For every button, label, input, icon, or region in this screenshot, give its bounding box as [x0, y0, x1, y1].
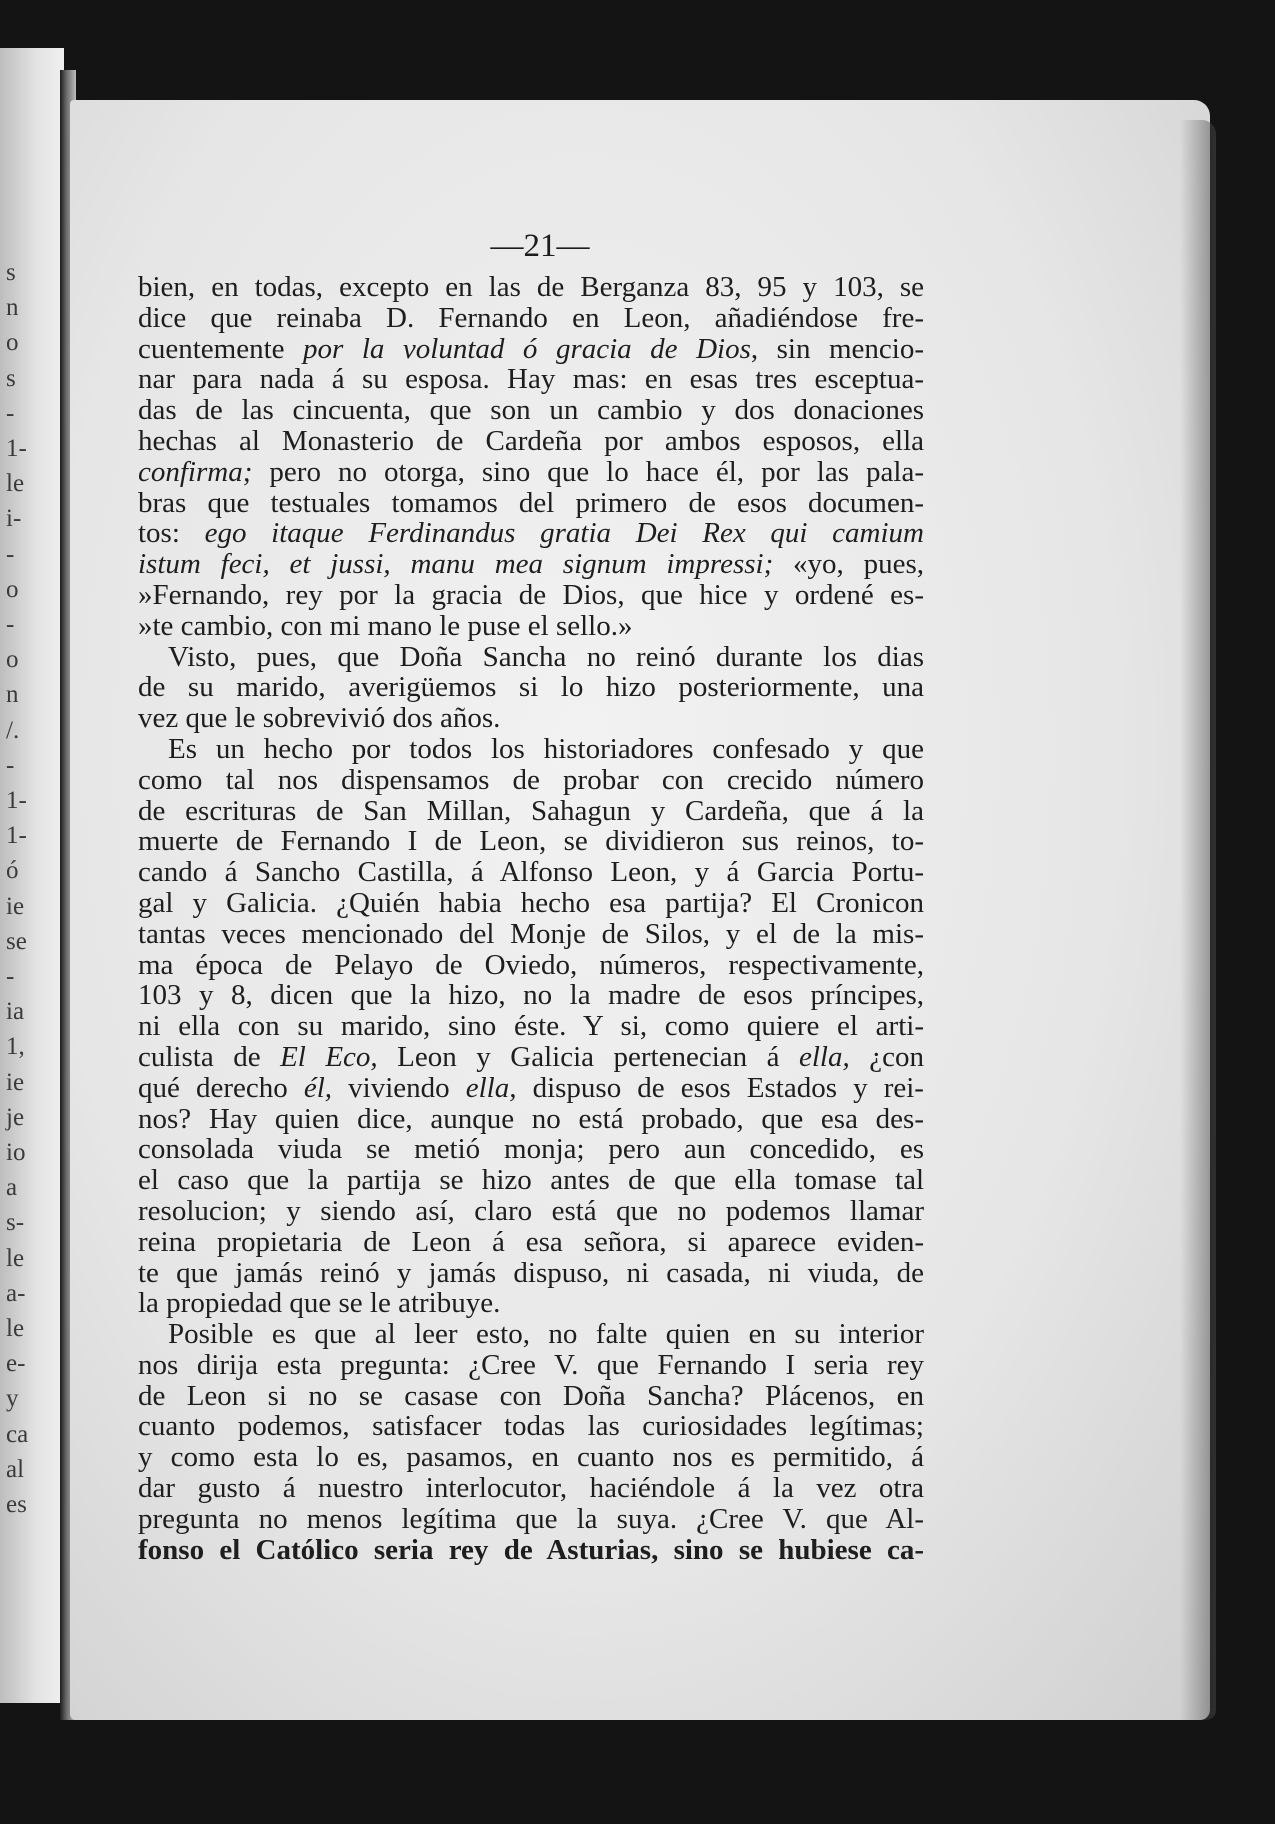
text-run: y como esta lo es, pasamos, en cuanto nos es permitido, á — [138, 1441, 924, 1474]
facing-page-fragment: al — [6, 1455, 25, 1483]
facing-page-fragment: 1- — [6, 787, 27, 814]
text-run: como tal nos dispensamos de probar con crecido número — [138, 763, 924, 796]
text-run: «yo, pues, — [773, 548, 924, 581]
text-run: tantas veces mencionado del Monje de Silos, y el de la mis- — [138, 917, 924, 950]
text-run: culista de — [138, 1040, 281, 1073]
text-run: pregunta no menos legítima que la suya. ¿Cree V. que Al- — [138, 1502, 924, 1535]
text-run: Visto, pues, que Doña Sancha no reinó durante los dias — [168, 640, 924, 673]
italic-run: él, — [303, 1071, 333, 1104]
text-run: »Fernando, rey por la gracia de Dios, que hice y ordené es- — [138, 578, 924, 611]
text-run: nos dirija esta pregunta: ¿Cree V. que Fernando I seria rey — [138, 1348, 924, 1381]
page-edge-shadow — [1180, 120, 1216, 1720]
text-line — [138, 457, 924, 488]
text-run: das de las cincuenta, que son un cambio y dos donaciones — [138, 394, 924, 427]
text-line — [138, 1350, 924, 1381]
paragraph — [138, 272, 924, 642]
text-line — [138, 1196, 924, 1227]
text-run: hechas al Monasterio de Cardeña por ambos esposos, ella — [138, 424, 924, 457]
text-line — [138, 334, 924, 365]
text-line — [138, 1535, 924, 1566]
text-run: ¿con — [849, 1040, 924, 1073]
facing-page-fragment: le — [6, 1244, 25, 1272]
text-run: la propiedad que se le atribuye. — [138, 1287, 501, 1320]
text-line — [138, 1411, 924, 1442]
facing-page-fragment: ca — [6, 1420, 29, 1448]
facing-page-fragment: 1, — [6, 1033, 25, 1061]
text-line — [138, 611, 924, 642]
paragraph — [138, 642, 924, 734]
italic-run: El Eco, — [280, 1040, 378, 1073]
text-line — [138, 1042, 924, 1073]
text-line — [138, 642, 924, 673]
text-line — [138, 734, 924, 765]
text-line — [138, 888, 924, 919]
text-line — [138, 1258, 924, 1289]
text-line — [138, 950, 924, 981]
facing-page-fragment: je — [6, 1103, 25, 1131]
facing-page-fragment: o — [6, 646, 19, 674]
text-line — [138, 1473, 924, 1504]
text-run: pero no otorga, sino que lo hace él, por las pala- — [252, 455, 924, 488]
text-line — [138, 1504, 924, 1535]
facing-page-fragment: a — [6, 1174, 18, 1202]
text-run: dispuso de esos Estados y rei- — [516, 1071, 924, 1104]
facing-page-fragment: n — [6, 294, 19, 322]
text-line — [138, 580, 924, 611]
facing-page-fragment: 1- — [6, 435, 27, 462]
paragraph — [138, 734, 924, 1319]
text-run: viviendo — [332, 1071, 466, 1104]
facing-page-fragment: io — [6, 1139, 26, 1166]
text-line — [138, 518, 924, 549]
text-line — [138, 1134, 924, 1165]
text-line — [138, 1011, 924, 1042]
text-run: nar para nada á su esposa. Hay mas: en esas tres esceptua- — [138, 363, 924, 396]
facing-page-fragment: ó — [6, 857, 19, 885]
text-run: »te cambio, con mi mano le puse el sello.» — [138, 609, 633, 642]
text-run: dar gusto á nuestro interlocutor, haciéndole á la vez otra — [138, 1472, 924, 1505]
page-number: —21— — [490, 228, 590, 264]
text-run: te que jamás reinó y jamás dispuso, ni casada, ni viuda, de — [138, 1256, 924, 1289]
text-line — [138, 796, 924, 827]
text-line — [138, 703, 924, 734]
text-line — [138, 1104, 924, 1135]
facing-page-edge — [0, 48, 64, 1703]
text-run: cuentemente — [138, 332, 304, 365]
text-run: Leon y Galicia pertenecian á — [377, 1040, 799, 1073]
text-run: consolada viuda se metió monja; pero aun concedido, es — [138, 1133, 924, 1166]
facing-page-fragment: /. — [6, 716, 20, 744]
facing-page-fragment: le — [6, 1315, 25, 1342]
text-line — [138, 1165, 924, 1196]
body-text — [138, 272, 924, 1565]
text-run: cando á Sancho Castilla, á Alfonso Leon, y á Garcia Portu- — [138, 856, 924, 889]
text-line — [138, 672, 924, 703]
text-run: fonso el Católico seria rey de Asturias, sino se hubiese ca- — [138, 1533, 924, 1566]
text-run: de su marido, averigüemos si lo hizo posteriormente, una — [138, 671, 924, 704]
facing-page-fragment: es — [6, 1491, 27, 1518]
text-line — [138, 857, 924, 888]
text-run: dice que reinaba D. Fernando en Leon, añadiéndose fre- — [138, 301, 924, 334]
facing-page-fragment: - — [6, 963, 15, 990]
facing-page-fragment: se — [6, 927, 27, 955]
text-line — [138, 919, 924, 950]
facing-page-fragment: s- — [6, 1209, 25, 1237]
facing-page-fragment: o — [6, 575, 19, 603]
text-run: ma época de Pelayo de Oviedo, números, respectivamente, — [138, 948, 924, 981]
text-line — [138, 426, 924, 457]
facing-page-fragment: - — [6, 399, 15, 427]
text-run: Es un hecho por todos los historiadores confesado y que — [168, 732, 924, 765]
facing-page-fragment: 1- — [6, 822, 27, 850]
text-line — [138, 488, 924, 519]
text-run: de escrituras de San Millan, Sahagun y Cardeña, que á la — [138, 794, 924, 827]
text-line — [138, 1319, 924, 1350]
facing-page-fragment: e- — [6, 1350, 26, 1378]
text-line — [138, 395, 924, 426]
facing-page-fragment: a- — [6, 1279, 26, 1307]
text-run: cuanto podemos, satisfacer todas las curiosidades legítimas; — [138, 1410, 924, 1443]
italic-run: por la voluntad ó gracia de Dios — [303, 332, 751, 365]
text-line — [138, 303, 924, 334]
text-run: el caso que la partija se hizo antes de que ella tomase tal — [138, 1164, 924, 1197]
text-run: , sin mencio- — [750, 332, 925, 365]
text-line — [138, 765, 924, 796]
text-run: ni ella con su marido, sino éste. Y si, como quiere el arti- — [138, 1010, 924, 1043]
facing-page-fragment: s — [6, 259, 16, 286]
facing-page-fragment: n — [6, 681, 19, 709]
text-line — [138, 1381, 924, 1412]
text-line — [138, 826, 924, 857]
facing-page-fragment: - — [6, 540, 15, 568]
text-line — [138, 364, 924, 395]
facing-page-fragment: ie — [6, 892, 25, 920]
paragraph — [138, 1319, 924, 1565]
text-line — [138, 1227, 924, 1258]
text-run: Posible es que al leer esto, no falte quien en su interior — [168, 1318, 924, 1351]
text-run: nos? Hay quien dice, aunque no está probado, que esa des- — [138, 1102, 924, 1135]
text-run: resolucion; y siendo así, claro está que no podemos llamar — [138, 1194, 924, 1227]
italic-run: ella, — [465, 1071, 517, 1104]
text-run: tos: — [138, 517, 205, 550]
text-run: gal y Galicia. ¿Quién habia hecho esa partija? El Cronicon — [138, 886, 924, 919]
facing-page-fragment: - — [6, 751, 15, 779]
facing-page-fragment: i- — [6, 505, 22, 533]
text-line — [138, 1288, 924, 1319]
italic-run: confirma; — [138, 455, 253, 488]
text-run: bien, en todas, excepto en las de Berganza 83, 95 y 103, se — [138, 271, 924, 303]
italic-run: ego itaque Ferdinandus gratia Dei Rex qui camium — [204, 517, 924, 550]
italic-run: ella, — [799, 1040, 850, 1073]
text-line — [138, 272, 924, 303]
facing-page-fragment: ie — [6, 1068, 25, 1096]
italic-run: istum feci, et jussi, manu mea signum impressi; — [138, 548, 774, 581]
text-line — [138, 1442, 924, 1473]
text-run: 103 y 8, dicen que la hizo, no la madre de esos príncipes, — [138, 979, 924, 1012]
facing-page-fragment: y — [6, 1385, 19, 1413]
text-line — [138, 1073, 924, 1104]
facing-page-fragment: s — [6, 364, 16, 392]
text-run: muerte de Fernando I de Leon, se dividieron sus reinos, to- — [138, 825, 924, 858]
text-run: reina propietaria de Leon á esa señora, si aparece eviden- — [138, 1225, 924, 1258]
text-line — [138, 549, 924, 580]
text-run: qué derecho — [138, 1071, 304, 1104]
facing-page-fragment: le — [6, 470, 25, 498]
facing-page-fragment: ia — [6, 998, 25, 1026]
text-line — [138, 980, 924, 1011]
text-run: bras que testuales tomamos del primero de esos documen- — [138, 486, 924, 519]
text-run: de Leon si no se casase con Doña Sancha? Plácenos, en — [138, 1379, 924, 1412]
text-run: vez que le sobrevivió dos años. — [138, 702, 501, 735]
facing-page-fragment: - — [6, 611, 15, 638]
facing-page-fragment: o — [6, 329, 19, 357]
